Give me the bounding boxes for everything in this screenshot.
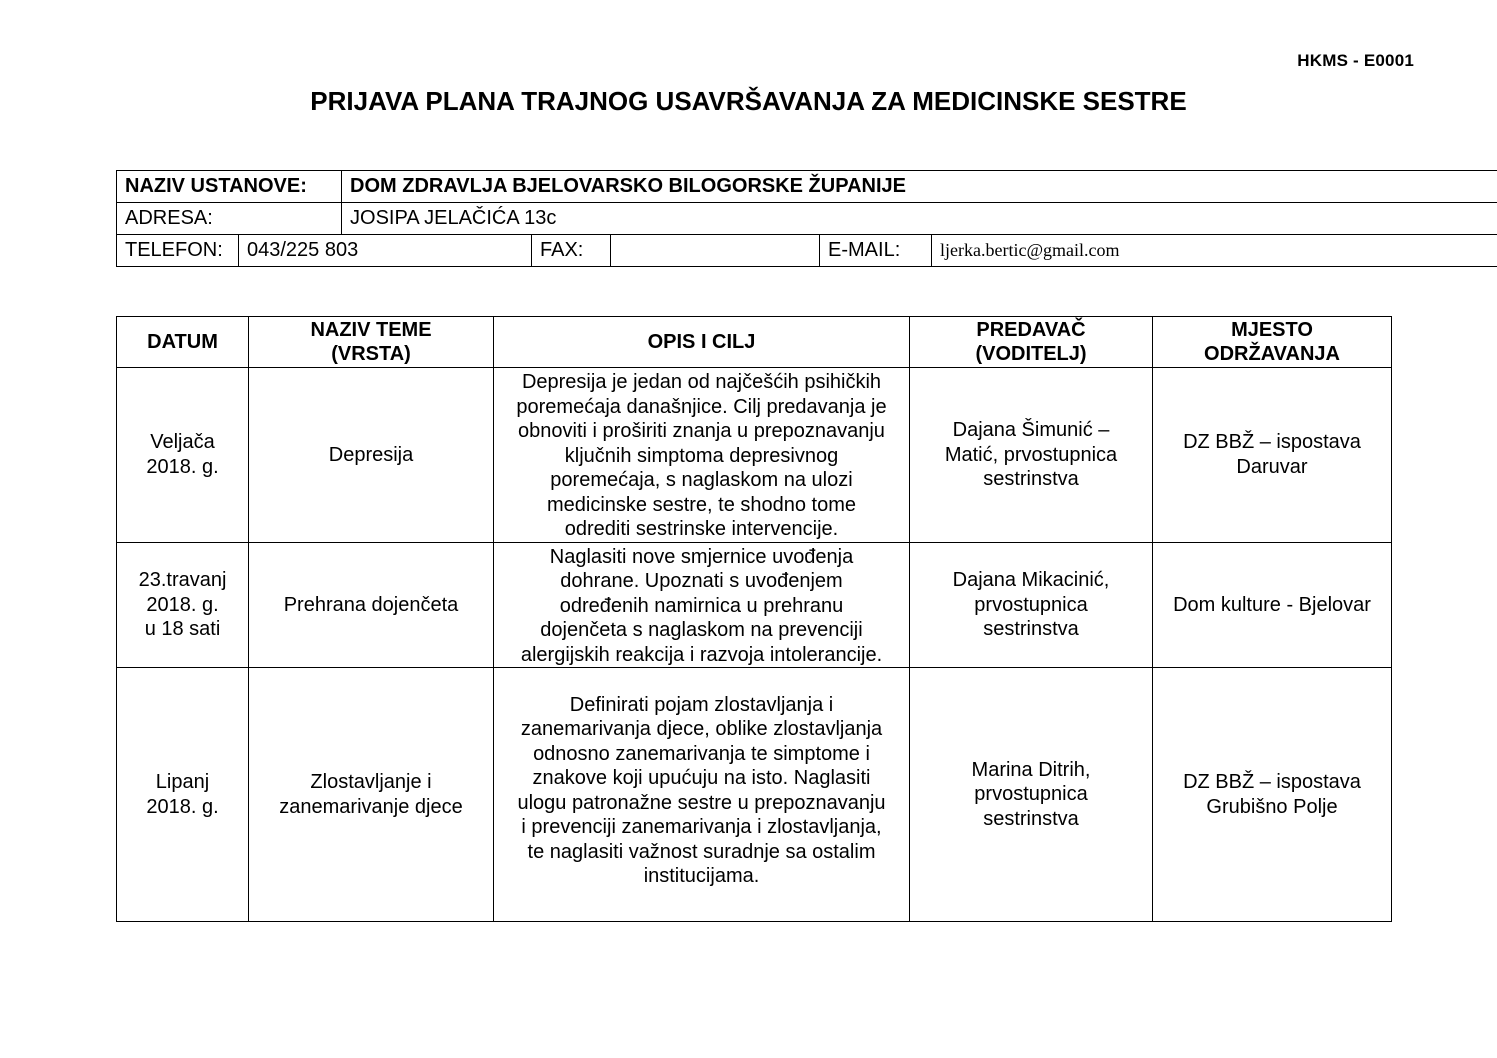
lecturer-cell-line: sestrinstva xyxy=(983,468,1079,490)
lecturer-cell-line: Matić, prvostupnica xyxy=(944,443,1118,466)
header-location-line: MJESTO xyxy=(1231,319,1313,341)
email-value: ljerka.bertic@gmail.com xyxy=(932,235,1497,267)
lecturer-cell-line: Marina Ditrih, xyxy=(971,758,1091,781)
location-cell-line: Dom kulture - Bjelovar xyxy=(1173,593,1371,616)
address-value: JOSIPA JELAČIĆA 13c xyxy=(342,203,1497,235)
description-cell-line: ključnih simptoma depresivnog xyxy=(564,444,839,467)
description-cell-line: poremećaja današnjice. Cilj predavanja je xyxy=(516,395,887,418)
header-topic xyxy=(249,317,494,368)
date-cell-line: 2018. g. xyxy=(146,795,219,818)
fax-label: FAX: xyxy=(532,235,611,267)
description-cell-line: Naglasiti nove smjernice uvođenja xyxy=(549,545,854,568)
lecturer-cell xyxy=(910,368,1153,543)
topic-cell-line: Depresija xyxy=(328,443,414,466)
training-plan-table xyxy=(116,316,1392,922)
header-lecturer-line: PREDAVAČ xyxy=(976,319,1086,341)
phone-label: TELEFON: xyxy=(117,235,239,267)
header-topic-line: (VRSTA) xyxy=(331,343,411,365)
page-title: PRIJAVA PLANA TRAJNOG USAVRŠAVANJA ZA MEDICINSKE SESTRE xyxy=(310,86,1187,116)
lecturer-cell-line: Dajana Mikacinić, xyxy=(952,569,1110,591)
lecturer-cell-line: sestrinstva xyxy=(983,807,1079,830)
description-cell-line: odnosno zanemarivanja te simptome i xyxy=(533,742,870,765)
location-cell xyxy=(1153,542,1392,668)
table-row xyxy=(117,368,1392,543)
description-cell xyxy=(494,368,910,543)
topic-cell-line: zanemarivanje djece xyxy=(279,795,463,818)
date-cell-line: 23.travanj xyxy=(138,569,227,591)
date-cell xyxy=(117,542,249,668)
location-cell-line: Grubišno Polje xyxy=(1206,795,1338,818)
topic-cell xyxy=(249,668,494,922)
location-cell-line: DZ BBŽ – ispostava xyxy=(1183,431,1361,454)
email-label: E-MAIL: xyxy=(820,235,932,267)
header-lecturer-line: (VODITELJ) xyxy=(975,343,1087,365)
description-cell-line: medicinske sestre, te shodno tome xyxy=(546,493,857,516)
location-cell xyxy=(1153,368,1392,543)
description-cell-line: odrediti sestrinske intervencije. xyxy=(564,518,839,540)
header-location xyxy=(1153,317,1392,368)
header-description: OPIS I CILJ xyxy=(494,317,910,368)
table-header-row xyxy=(117,317,1392,368)
description-cell-line: Definirati pojam zlostavljanja i xyxy=(569,693,834,716)
lecturer-cell-line: prvostupnica xyxy=(974,593,1088,616)
lecturer-cell xyxy=(910,542,1153,668)
lecturer-cell-line: Dajana Šimunić – xyxy=(952,419,1110,441)
location-cell-line: Daruvar xyxy=(1236,455,1308,478)
table-row xyxy=(117,668,1392,922)
location-cell xyxy=(1153,668,1392,922)
date-cell-line: 2018. g. xyxy=(146,455,219,478)
institution-name-value: DOM ZDRAVLJA BJELOVARSKO BILOGORSKE ŽUPANIJE xyxy=(342,171,1497,203)
description-cell-line: institucijama. xyxy=(643,865,760,887)
description-cell-line: alergijskih reakcija i razvoja intolerancije. xyxy=(520,643,883,666)
table-row xyxy=(117,542,1392,668)
header-date: DATUM xyxy=(117,317,249,368)
description-cell-line: zanemarivanja djece, oblike zlostavljanja xyxy=(520,718,883,740)
lecturer-cell-line: sestrinstva xyxy=(983,618,1079,640)
date-cell xyxy=(117,368,249,543)
description-cell-line: poremećaja, s naglaskom na ulozi xyxy=(550,469,853,491)
institution-name-label: NAZIV USTANOVE: xyxy=(117,171,342,203)
description-cell-line: i prevenciji zanemarivanja i zlostavljanja, xyxy=(521,816,882,838)
date-cell-line: u 18 sati xyxy=(144,618,221,640)
topic-cell xyxy=(249,542,494,668)
description-cell-line: obnoviti i proširiti znanja u prepoznavanju xyxy=(518,420,885,442)
description-cell-line: znakove koji upućuju na isto. Naglasiti xyxy=(532,767,871,789)
date-cell-line: Veljača xyxy=(150,431,215,454)
lecturer-cell-line: prvostupnica xyxy=(974,783,1088,806)
description-cell xyxy=(494,542,910,668)
location-cell-line: DZ BBŽ – ispostava xyxy=(1183,771,1361,793)
lecturer-cell xyxy=(910,668,1153,922)
phone-value: 043/225 803 xyxy=(239,235,532,267)
fax-value xyxy=(611,235,820,267)
header-lecturer xyxy=(910,317,1153,368)
date-cell-line: 2018. g. xyxy=(146,593,219,616)
description-cell-line: dojenčeta s naglaskom na prevenciji xyxy=(540,619,863,641)
date-cell-line: Lipanj xyxy=(155,771,210,793)
description-cell-line: ulogu patronažne sestre u prepoznavanju xyxy=(517,791,886,814)
description-cell xyxy=(494,668,910,922)
description-cell-line: Depresija je jedan od najčešćih psihičkih xyxy=(521,371,882,393)
institution-info-table xyxy=(116,170,1497,267)
description-cell-line: određenih namirnica u prehranu xyxy=(559,594,844,617)
header-topic-line: NAZIV TEME xyxy=(310,319,432,341)
date-cell xyxy=(117,668,249,922)
description-cell-line: dohrane. Upoznati s uvođenjem xyxy=(560,570,843,592)
form-code: HKMS - E0001 xyxy=(1297,51,1414,70)
address-label: ADRESA: xyxy=(117,203,342,235)
header-location-line: ODRŽAVANJA xyxy=(1204,343,1340,365)
topic-cell-line: Prehrana dojenčeta xyxy=(283,593,459,616)
description-cell-line: te naglasiti važnost suradnje sa ostalim xyxy=(527,840,876,863)
topic-cell xyxy=(249,368,494,543)
topic-cell-line: Zlostavljanje i xyxy=(310,771,432,793)
